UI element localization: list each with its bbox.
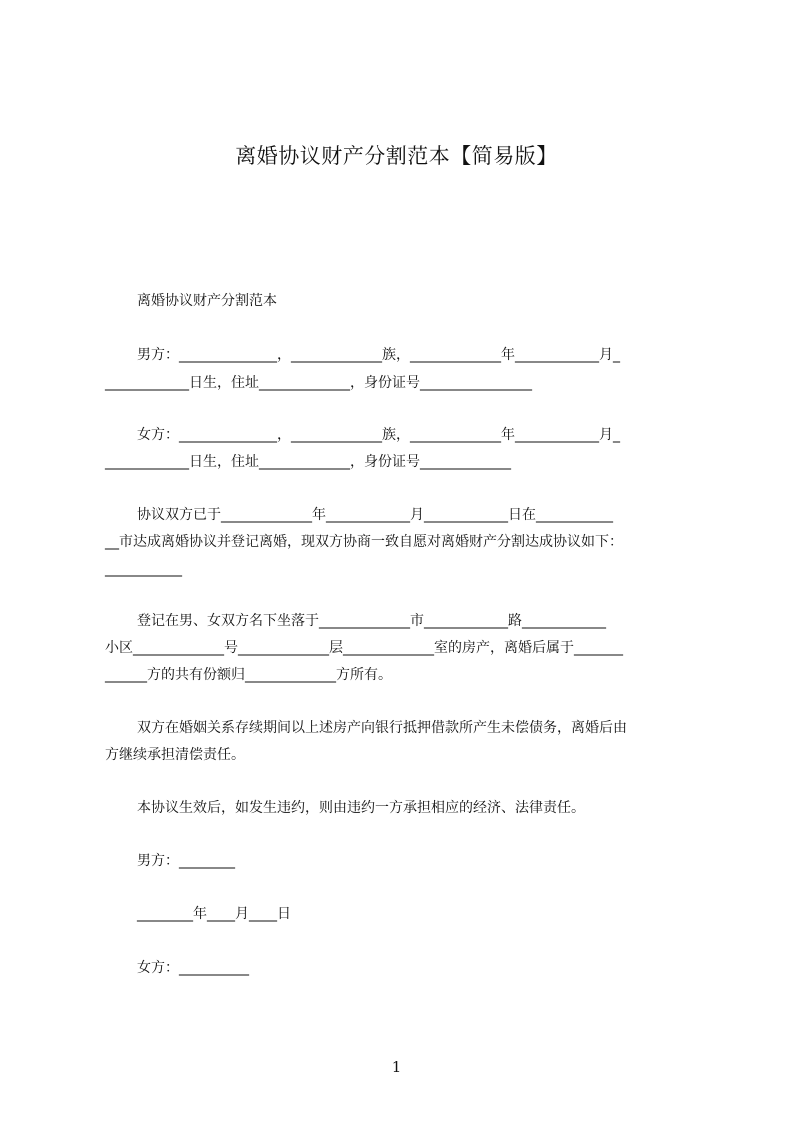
male-signature-line: 男方：________ [137, 853, 235, 869]
agreement-line-2: __市达成离婚协议并登记离婚，现双方协商一致自愿对离婚财产分割达成协议如下： [105, 534, 623, 550]
document-title: 离婚协议财产分割范本【简易版】 [235, 144, 558, 168]
property-line-2: 小区_____________号_____________层_____________室的房产，离婚后属于_______ [105, 640, 623, 656]
debt-line-2: 方继续承担清偿责任。 [105, 747, 245, 763]
agreement-line-3: ___________ [105, 561, 182, 577]
male-info-line-1: 男方：______________，_____________族，_____________年____________月_ [137, 347, 620, 363]
breach-clause: 本协议生效后，如发生违约，则由违约一方承担相应的经济、法律责任。 [137, 800, 585, 816]
female-info-line-2: ____________日生，住址_____________，身份证号_____________ [105, 454, 511, 470]
section-heading: 离婚协议财产分割范本 [137, 293, 277, 309]
property-line-1: 登记在男、女双方名下坐落于_____________市____________路____________ [137, 613, 606, 629]
debt-line-1: 双方在婚姻关系存续期间以上述房产向银行抵押借款所产生未偿债务，离婚后由 [137, 720, 627, 736]
female-info-line-1: 女方：______________，_____________族，_____________年____________月_ [137, 427, 620, 443]
agreement-line-1: 协议双方已于_____________年____________月____________日在___________ [137, 507, 613, 523]
male-info-line-2: ____________日生，住址_____________，身份证号________________ [105, 375, 532, 391]
page-number: 1 [391, 1058, 402, 1076]
female-signature-line: 女方：__________ [137, 960, 249, 976]
signature-date-line: ________年____月____日 [137, 906, 291, 922]
property-line-3: ______方的共有份额归_____________方所有。 [105, 667, 392, 683]
